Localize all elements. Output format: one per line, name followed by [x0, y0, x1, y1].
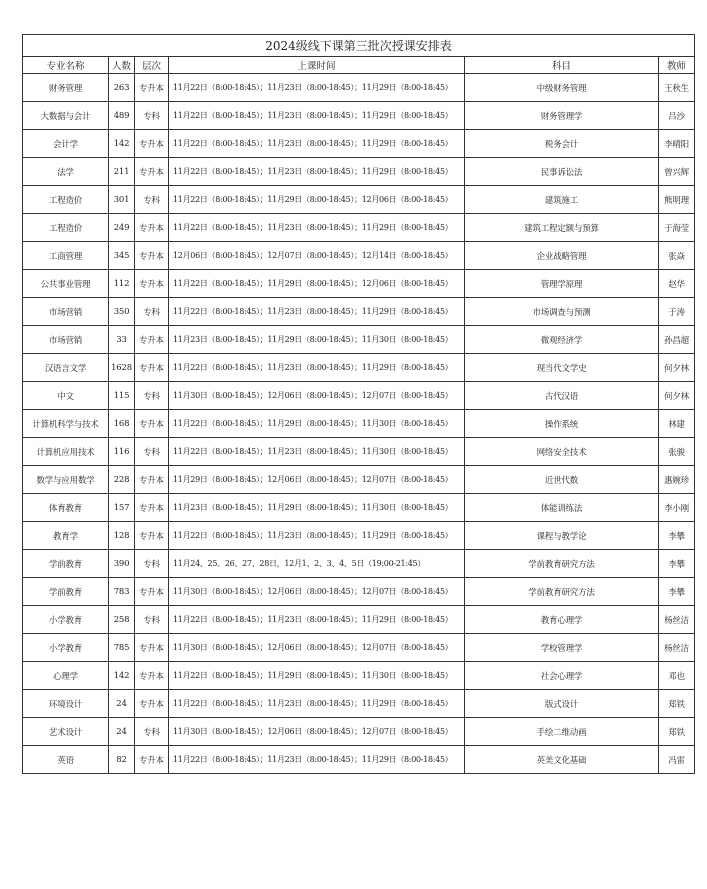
- cell-time: 12月06日（8:00-18:45）；12月07日（8:00-18:45）；12月14日（8:00-18:45）: [169, 242, 465, 270]
- cell-level: 专科: [135, 606, 169, 634]
- cell-teacher: 惠婉珍: [659, 466, 695, 494]
- cell-major: 小学教育: [23, 634, 109, 662]
- table-row: [23, 74, 695, 102]
- table-row: [23, 662, 695, 690]
- cell-time: 11月22日（8:00-18:45）；11月23日（8:00-18:45）；11月29日（8:00-18:45）: [169, 522, 465, 550]
- cell-major: 体育教育: [23, 494, 109, 522]
- cell-count: 142: [109, 130, 135, 158]
- cell-subject: 学前教育研究方法: [465, 550, 659, 578]
- cell-level: 专升本: [135, 74, 169, 102]
- cell-subject: 民事诉讼法: [465, 158, 659, 186]
- cell-teacher: 邓也: [659, 662, 695, 690]
- table-row: [23, 382, 695, 410]
- cell-time: 11月29日（8:00-18:45）；12月06日（8:00-18:45）；12月07日（8:00-18:45）: [169, 466, 465, 494]
- cell-level: 专科: [135, 718, 169, 746]
- cell-major: 小学教育: [23, 606, 109, 634]
- cell-time: 11月22日（8:00-18:45）；11月29日（8:00-18:45）；11月30日（8:00-18:45）: [169, 410, 465, 438]
- cell-count: 345: [109, 242, 135, 270]
- cell-count: 785: [109, 634, 135, 662]
- cell-count: 142: [109, 662, 135, 690]
- table-row: [23, 690, 695, 718]
- cell-teacher: 赵华: [659, 270, 695, 298]
- cell-level: 专升本: [135, 690, 169, 718]
- cell-count: 24: [109, 690, 135, 718]
- cell-time: 11月22日（8:00-18:45）；11月23日（8:00-18:45）；11月29日（8:00-18:45）: [169, 102, 465, 130]
- cell-major: 学前教育: [23, 550, 109, 578]
- cell-level: 专升本: [135, 494, 169, 522]
- cell-teacher: 熊明理: [659, 186, 695, 214]
- cell-level: 专科: [135, 298, 169, 326]
- cell-level: 专升本: [135, 466, 169, 494]
- cell-teacher: 张骏: [659, 438, 695, 466]
- table-row: [23, 102, 695, 130]
- cell-teacher: 张焱: [659, 242, 695, 270]
- cell-major: 计算机科学与技术: [23, 410, 109, 438]
- cell-time: 11月30日（8:00-18:45）；12月06日（8:00-18:45）；12月07日（8:00-18:45）: [169, 634, 465, 662]
- cell-count: 24: [109, 718, 135, 746]
- cell-teacher: 郑铁: [659, 690, 695, 718]
- cell-level: 专升本: [135, 746, 169, 774]
- cell-major: 法学: [23, 158, 109, 186]
- cell-major: 英语: [23, 746, 109, 774]
- cell-subject: 手绘二维动画: [465, 718, 659, 746]
- header-time: 上课时间: [169, 57, 465, 74]
- cell-subject: 古代汉语: [465, 382, 659, 410]
- cell-count: 489: [109, 102, 135, 130]
- cell-level: 专升本: [135, 578, 169, 606]
- cell-subject: 建筑工程定额与预算: [465, 214, 659, 242]
- header-subject: 科目: [465, 57, 659, 74]
- cell-time: 11月22日（8:00-18:45）；11月23日（8:00-18:45）；11月29日（8:00-18:45）: [169, 690, 465, 718]
- cell-level: 专升本: [135, 634, 169, 662]
- cell-major: 汉语言文学: [23, 354, 109, 382]
- cell-teacher: 于海莹: [659, 214, 695, 242]
- cell-time: 11月22日（8:00-18:45）；11月23日（8:00-18:45）；11月29日（8:00-18:45）: [169, 130, 465, 158]
- cell-time: 11月30日（8:00-18:45）；12月06日（8:00-18:45）；12月07日（8:00-18:45）: [169, 578, 465, 606]
- table-row: [23, 158, 695, 186]
- table-row: [23, 718, 695, 746]
- cell-major: 市场营销: [23, 326, 109, 354]
- cell-time: 11月30日（8:00-18:45）；12月06日（8:00-18:45）；12月07日（8:00-18:45）: [169, 382, 465, 410]
- cell-subject: 财务管理学: [465, 102, 659, 130]
- cell-count: 1628: [109, 354, 135, 382]
- cell-level: 专科: [135, 186, 169, 214]
- cell-time: 11月22日（8:00-18:45）；11月23日（8:00-18:45）；11月29日（8:00-18:45）: [169, 746, 465, 774]
- cell-subject: 教育心理学: [465, 606, 659, 634]
- cell-count: 116: [109, 438, 135, 466]
- cell-time: 11月22日（8:00-18:45）；11月23日（8:00-18:45）；11月29日（8:00-18:45）: [169, 158, 465, 186]
- table-row: [23, 550, 695, 578]
- table-title: 2024级线下课第三批次授课安排表: [23, 35, 695, 57]
- cell-count: 301: [109, 186, 135, 214]
- table-row: [23, 270, 695, 298]
- cell-time: 11月22日（8:00-18:45）；11月23日（8:00-18:45）；11月29日（8:00-18:45）: [169, 606, 465, 634]
- cell-time: 11月22日（8:00-18:45）；11月23日（8:00-18:45）；11月29日（8:00-18:45）: [169, 74, 465, 102]
- cell-level: 专科: [135, 102, 169, 130]
- cell-teacher: 何夕林: [659, 382, 695, 410]
- cell-count: 211: [109, 158, 135, 186]
- cell-count: 82: [109, 746, 135, 774]
- cell-major: 艺术设计: [23, 718, 109, 746]
- cell-time: 11月30日（8:00-18:45）；12月06日（8:00-18:45）；12月07日（8:00-18:45）: [169, 718, 465, 746]
- cell-major: 环境设计: [23, 690, 109, 718]
- cell-time: 11月22日（8:00-18:45）；11月29日（8:00-18:45）；12月06日（8:00-18:45）: [169, 186, 465, 214]
- cell-time: 11月22日（8:00-18:45）；11月29日（8:00-18:45）；11月30日（8:00-18:45）: [169, 662, 465, 690]
- cell-subject: 中级财务管理: [465, 74, 659, 102]
- cell-count: 112: [109, 270, 135, 298]
- cell-major: 公共事业管理: [23, 270, 109, 298]
- cell-major: 教育学: [23, 522, 109, 550]
- cell-count: 115: [109, 382, 135, 410]
- cell-teacher: 王秋生: [659, 74, 695, 102]
- cell-subject: 税务会计: [465, 130, 659, 158]
- table-row: [23, 606, 695, 634]
- cell-major: 工程造价: [23, 186, 109, 214]
- cell-teacher: 杨丝洁: [659, 634, 695, 662]
- table-row: [23, 326, 695, 354]
- cell-teacher: 李攀: [659, 578, 695, 606]
- cell-major: 财务管理: [23, 74, 109, 102]
- cell-subject: 管理学原理: [465, 270, 659, 298]
- header-level: 层次: [135, 57, 169, 74]
- cell-subject: 微观经济学: [465, 326, 659, 354]
- cell-time: 11月22日（8:00-18:45）；11月23日（8:00-18:45）；11月29日（8:00-18:45）: [169, 214, 465, 242]
- cell-level: 专升本: [135, 410, 169, 438]
- cell-subject: 近世代数: [465, 466, 659, 494]
- cell-major: 数学与应用数学: [23, 466, 109, 494]
- cell-level: 专升本: [135, 326, 169, 354]
- cell-level: 专科: [135, 438, 169, 466]
- table-row: [23, 438, 695, 466]
- cell-major: 计算机应用技术: [23, 438, 109, 466]
- cell-teacher: 李攀: [659, 550, 695, 578]
- cell-teacher: 吕沙: [659, 102, 695, 130]
- cell-time: 11月22日（8:00-18:45）；11月23日（8:00-18:45）；11月29日（8:00-18:45）: [169, 298, 465, 326]
- table-row: [23, 746, 695, 774]
- cell-major: 市场营销: [23, 298, 109, 326]
- cell-subject: 社会心理学: [465, 662, 659, 690]
- cell-count: 249: [109, 214, 135, 242]
- table-row: [23, 298, 695, 326]
- table-row: [23, 130, 695, 158]
- table-row: [23, 634, 695, 662]
- table-row: [23, 354, 695, 382]
- cell-major: 学前教育: [23, 578, 109, 606]
- cell-major: 大数据与会计: [23, 102, 109, 130]
- cell-teacher: 杨丝洁: [659, 606, 695, 634]
- cell-subject: 网络安全技术: [465, 438, 659, 466]
- cell-count: 258: [109, 606, 135, 634]
- cell-subject: 企业战略管理: [465, 242, 659, 270]
- cell-teacher: 曾兴辉: [659, 158, 695, 186]
- cell-subject: 英美文化基础: [465, 746, 659, 774]
- cell-major: 工商管理: [23, 242, 109, 270]
- cell-level: 专升本: [135, 214, 169, 242]
- cell-count: 228: [109, 466, 135, 494]
- cell-subject: 学校管理学: [465, 634, 659, 662]
- cell-teacher: 李晴阳: [659, 130, 695, 158]
- cell-count: 33: [109, 326, 135, 354]
- cell-subject: 现当代文学史: [465, 354, 659, 382]
- cell-teacher: 冯雷: [659, 746, 695, 774]
- table-row: [23, 466, 695, 494]
- header-teacher: 教师: [659, 57, 695, 74]
- table-row: [23, 578, 695, 606]
- cell-level: 专升本: [135, 158, 169, 186]
- cell-count: 168: [109, 410, 135, 438]
- cell-time: 11月23日（8:00-18:45）；11月29日（8:00-18:45）；11月30日（8:00-18:45）: [169, 494, 465, 522]
- cell-level: 专科: [135, 382, 169, 410]
- header-count: 人数: [109, 57, 135, 74]
- cell-teacher: 于涛: [659, 298, 695, 326]
- cell-teacher: 林建: [659, 410, 695, 438]
- table-row: [23, 186, 695, 214]
- cell-subject: 学前教育研究方法: [465, 578, 659, 606]
- cell-subject: 建筑施工: [465, 186, 659, 214]
- cell-subject: 市场调查与预测: [465, 298, 659, 326]
- cell-subject: 操作系统: [465, 410, 659, 438]
- cell-level: 专升本: [135, 270, 169, 298]
- cell-time: 11月22日（8:00-18:45）；11月29日（8:00-18:45）；12月06日（8:00-18:45）: [169, 270, 465, 298]
- table-row: [23, 214, 695, 242]
- cell-teacher: 何夕林: [659, 354, 695, 382]
- cell-count: 783: [109, 578, 135, 606]
- cell-count: 350: [109, 298, 135, 326]
- header-major: 专业名称: [23, 57, 109, 74]
- schedule-sheet: [22, 34, 694, 774]
- cell-count: 263: [109, 74, 135, 102]
- cell-major: 心理学: [23, 662, 109, 690]
- cell-level: 专科: [135, 550, 169, 578]
- cell-level: 专升本: [135, 522, 169, 550]
- cell-time: 11月22日（8:00-18:45）；11月23日（8:00-18:45）；11月30日（8:00-18:45）: [169, 438, 465, 466]
- cell-count: 128: [109, 522, 135, 550]
- table-row: [23, 410, 695, 438]
- cell-teacher: 孙昌超: [659, 326, 695, 354]
- cell-major: 工程造价: [23, 214, 109, 242]
- cell-level: 专升本: [135, 662, 169, 690]
- cell-count: 390: [109, 550, 135, 578]
- table-row: [23, 494, 695, 522]
- cell-count: 157: [109, 494, 135, 522]
- cell-major: 中文: [23, 382, 109, 410]
- cell-teacher: 郑铁: [659, 718, 695, 746]
- cell-time: 11月23日（8:00-18:45）；11月29日（8:00-18:45）；11月30日（8:00-18:45）: [169, 326, 465, 354]
- schedule-table: [22, 34, 695, 774]
- cell-time: 11月22日（8:00-18:45）；11月23日（8:00-18:45）；11月29日（8:00-18:45）: [169, 354, 465, 382]
- cell-teacher: 李小刚: [659, 494, 695, 522]
- cell-teacher: 李攀: [659, 522, 695, 550]
- cell-subject: 课程与教学论: [465, 522, 659, 550]
- table-row: [23, 242, 695, 270]
- cell-level: 专升本: [135, 242, 169, 270]
- table-row: [23, 522, 695, 550]
- cell-level: 专升本: [135, 354, 169, 382]
- cell-major: 会计学: [23, 130, 109, 158]
- cell-time: 11月24、25、26、27、28日，12月1、2、3、4、5日（19:00-21:45）: [169, 550, 465, 578]
- cell-subject: 版式设计: [465, 690, 659, 718]
- cell-subject: 体能训练法: [465, 494, 659, 522]
- cell-level: 专升本: [135, 130, 169, 158]
